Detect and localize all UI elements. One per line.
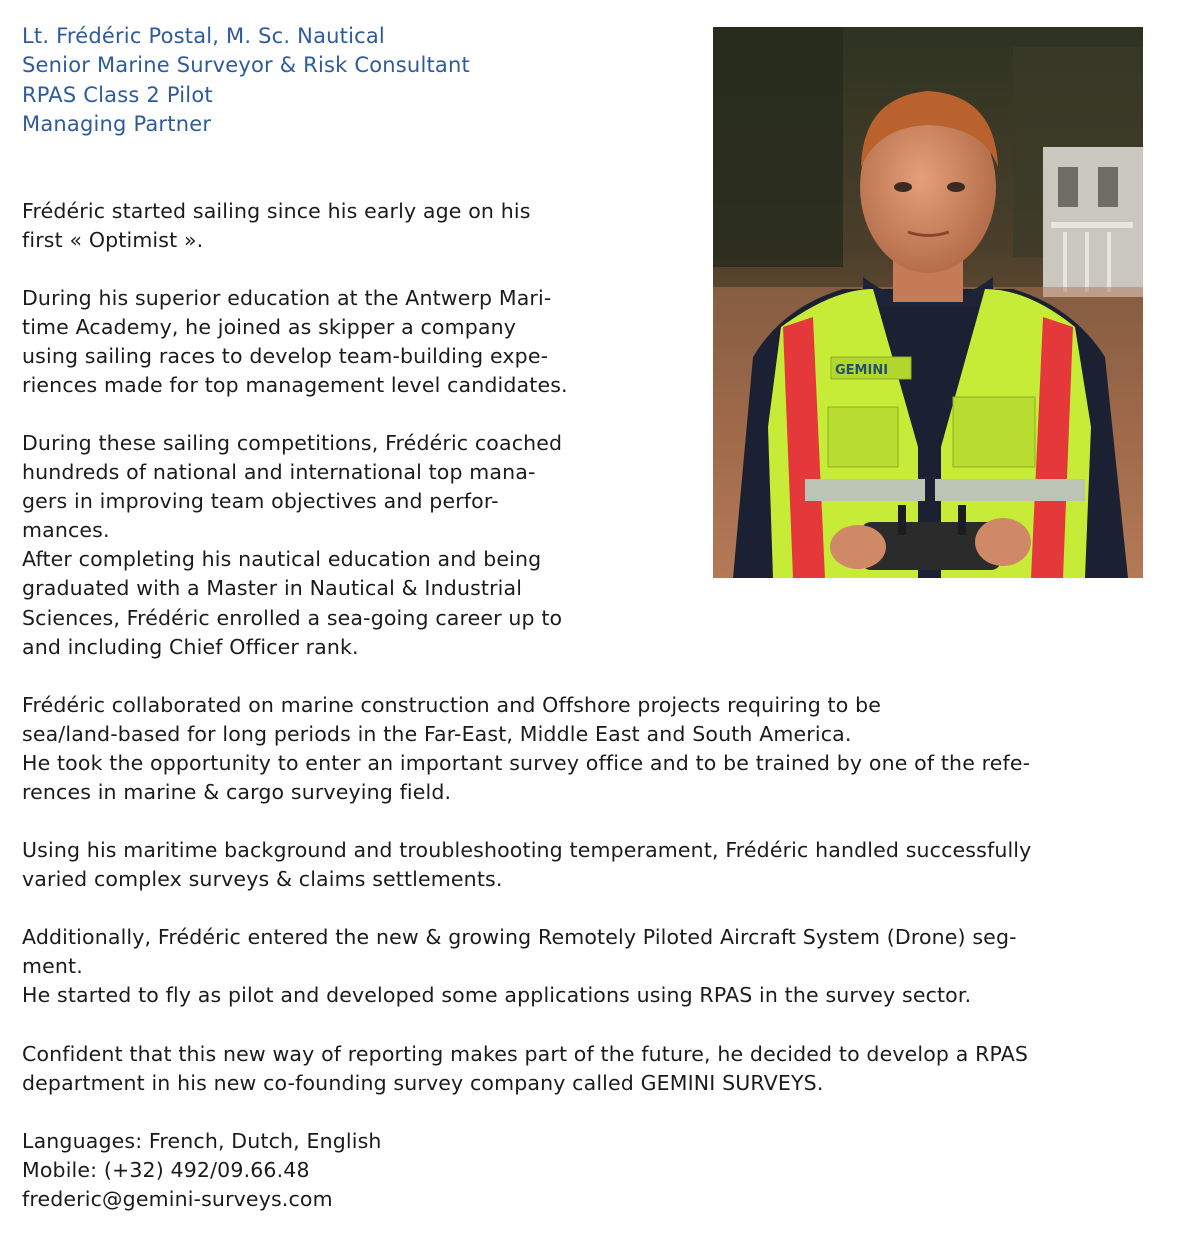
- paragraph-early-sailing: [22, 197, 682, 255]
- text-line: varied complex surveys & claims settlements.: [22, 867, 503, 892]
- paragraph-maritime-academy: [22, 284, 682, 400]
- paragraph-troubleshooting: [22, 836, 1182, 894]
- job-role-partner: Managing Partner: [22, 111, 212, 136]
- paragraph-sailing-competitions: [22, 429, 682, 662]
- paragraph-gemini-surveys: [22, 1040, 1182, 1098]
- text-line: He took the opportunity to enter an important survey office and to be trained by one of the refe-: [22, 751, 1031, 776]
- paragraph-rpas-drone: [22, 923, 1182, 1010]
- text-line: After completing his nautical education and being: [22, 547, 542, 572]
- text-line: first « Optimist ».: [22, 228, 204, 253]
- text-line: gers in improving team objectives and perfor-: [22, 489, 499, 514]
- text-line: time Academy, he joined as skipper a company: [22, 315, 517, 340]
- vest-logo: GEMINI: [835, 363, 889, 378]
- text-line: using sailing races to develop team-building expe-: [22, 344, 549, 369]
- text-line: ment.: [22, 954, 83, 979]
- profile-header: [22, 22, 682, 139]
- email-address: frederic@gemini-surveys.com: [22, 1187, 333, 1212]
- paragraph-offshore-projects: [22, 691, 1182, 807]
- text-line: During his superior education at the Antwerp Mari-: [22, 286, 552, 310]
- text-line: Sciences, Frédéric enrolled a sea-going career up to: [22, 605, 563, 630]
- text-line: Using his maritime background and troubleshooting temperament, Frédéric handled successfully: [22, 838, 1032, 862]
- text-line: Frédéric collaborated on marine construction and Offshore projects requiring to be: [22, 693, 882, 717]
- text-line: graduated with a Master in Nautical & Industrial: [22, 576, 523, 601]
- text-line: department in his new co-founding survey company called GEMINI SURVEYS.: [22, 1071, 824, 1096]
- text-line: and including Chief Officer rank.: [22, 634, 359, 659]
- text-line: hundreds of national and international top mana-: [22, 460, 536, 485]
- mobile-number: Mobile: (+32) 492/09.66.48: [22, 1158, 310, 1183]
- text-line: riences made for top management level candidates.: [22, 373, 568, 398]
- portrait-photo: [713, 27, 1143, 578]
- text-line: He started to fly as pilot and developed some applications using RPAS in the survey sector.: [22, 983, 972, 1008]
- text-line: mances.: [22, 518, 110, 543]
- job-role-surveyor: Senior Marine Surveyor & Risk Consultant: [22, 53, 470, 78]
- portrait-illustration: [713, 27, 1143, 578]
- job-role-pilot: RPAS Class 2 Pilot: [22, 82, 213, 107]
- text-line: rences in marine & cargo surveying field.: [22, 780, 452, 805]
- person-name-title: Lt. Frédéric Postal, M. Sc. Nautical: [22, 24, 385, 48]
- text-line: sea/land-based for long periods in the Far-East, Middle East and South America.: [22, 722, 852, 747]
- text-line: Additionally, Frédéric entered the new & growing Remotely Piloted Aircraft System (Drone) seg-: [22, 925, 1017, 949]
- text-line: During these sailing competitions, Frédéric coached: [22, 431, 563, 455]
- languages-line: Languages: French, Dutch, English: [22, 1129, 382, 1153]
- text-line: Confident that this new way of reporting makes part of the future, he decided to develop a RPAS: [22, 1042, 1029, 1066]
- text-line: Frédéric started sailing since his early age on his: [22, 199, 531, 223]
- contact-info: [22, 1127, 682, 1214]
